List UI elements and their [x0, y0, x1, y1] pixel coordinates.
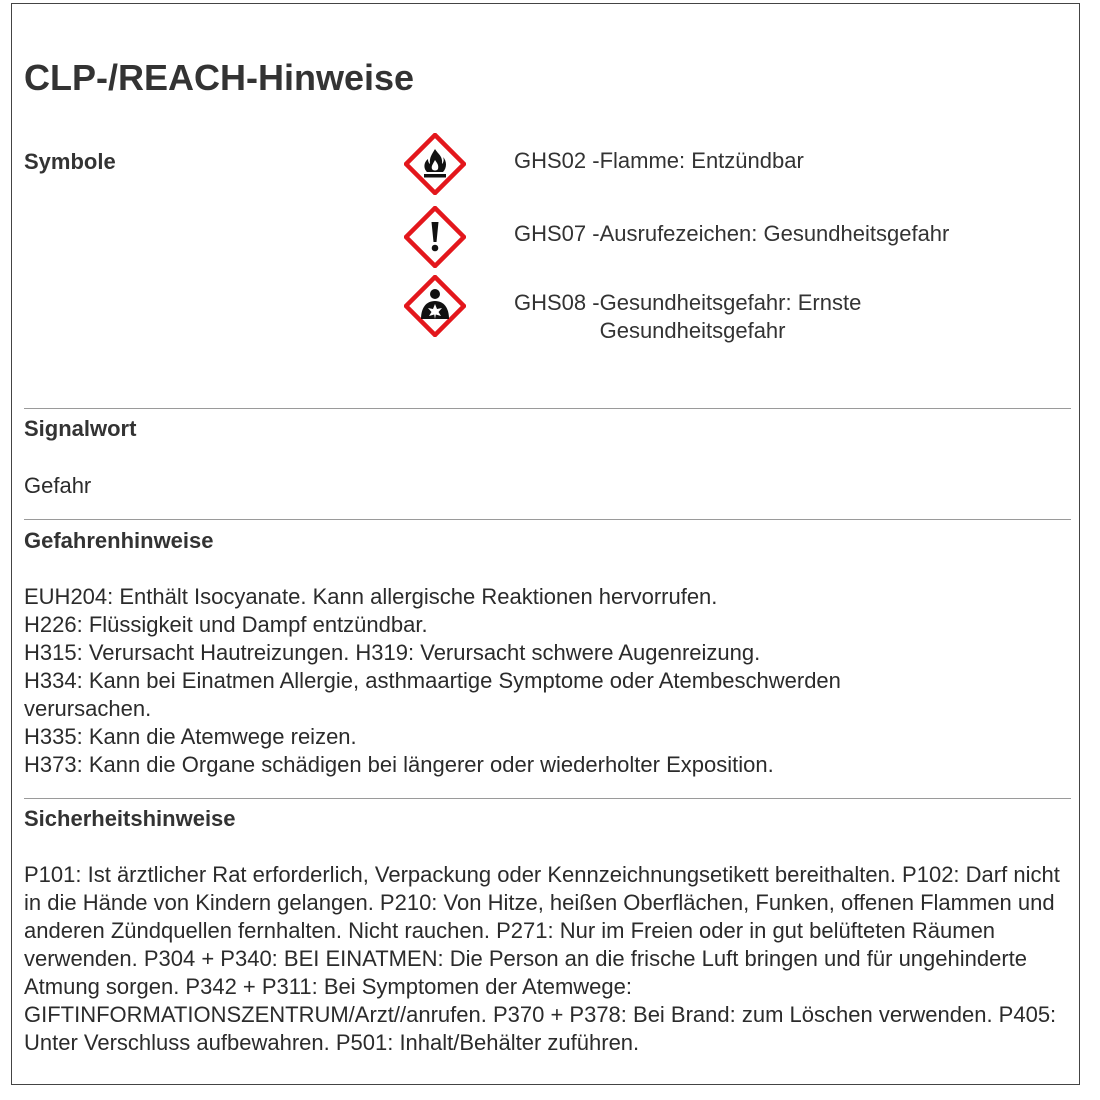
signal-word-value: Gefahr [24, 473, 92, 498]
hazard-line: H226: Flüssigkeit und Dampf entzündbar. [24, 612, 428, 637]
divider [24, 798, 1071, 799]
page-title: CLP-/REACH-Hinweise [24, 57, 415, 98]
symbol-description: Flamme: Entzündbar [599, 148, 804, 173]
symbol-code: GHS02 - [514, 148, 600, 173]
precautionary-statements: P101: Ist ärztlicher Rat erforderlich, Verpackung oder Kennzeichnungsetikett bereithalten. P102: Darf nicht in die Hände von Kindern gelangen. P210: Von Hitze, heißen Oberflächen, Funken, offenen Flammen und anderen Zündquellen fernhalten. Nicht rauchen. P271: Nur im Freien oder in gut belüfteten Räumen verwenden. P304 + P340: BEI EINATMEN: Die Person an die frische Luft bringen und für ungehinderte Atmung sorgen. P342 + P311: Bei Symptomen der Atemwege: GIFTINFORMATIONSZENTRUM/Arzt//anrufen. P370 + P378: Bei Brand: zum Löschen verwenden. P405: Unter Verschluss aufbewahren. P501: Inhalt/Behälter zuführen. [24, 862, 1060, 1055]
symbol-code: GHS08 - [514, 290, 600, 315]
symbol-text-ghs08 [514, 289, 900, 345]
symbol-row-ghs02 [404, 133, 804, 195]
symbol-text-ghs02 [514, 147, 804, 175]
symbol-description: Gesundheitsgefahr: Ernste Gesundheitsgefahr [599, 290, 862, 343]
hazard-line: verursachen. [24, 696, 152, 721]
flame-pictogram-icon [404, 133, 466, 195]
symbols-label: Symbole [24, 149, 116, 174]
symbol-description: Ausrufezeichen: Gesundheitsgefahr [599, 221, 950, 246]
exclamation-pictogram-icon [404, 206, 466, 268]
symbol-row-ghs07 [404, 206, 950, 268]
hazard-statements-label: Gefahrenhinweise [24, 528, 214, 553]
symbol-text-ghs07 [514, 220, 949, 248]
precautionary-statements-label: Sicherheitshinweise [24, 806, 236, 831]
symbol-row-ghs08 [404, 275, 862, 343]
health-hazard-pictogram-icon [404, 275, 466, 337]
hazard-line: H335: Kann die Atemwege reizen. [24, 724, 357, 749]
hazard-line: H334: Kann bei Einatmen Allergie, asthmaartige Symptome oder Atembeschwerden [24, 668, 841, 693]
hazard-statements [24, 583, 841, 779]
divider [24, 519, 1071, 520]
divider [24, 408, 1071, 409]
signal-word-label: Signalwort [24, 416, 137, 441]
hazard-line: EUH204: Enthält Isocyanate. Kann allergische Reaktionen hervorrufen. [24, 584, 718, 609]
hazard-line: H315: Verursacht Hautreizungen. H319: Verursacht schwere Augenreizung. [24, 640, 761, 665]
symbol-code: GHS07 - [514, 221, 600, 246]
hazard-line: H373: Kann die Organe schädigen bei längerer oder wiederholter Exposition. [24, 752, 774, 777]
